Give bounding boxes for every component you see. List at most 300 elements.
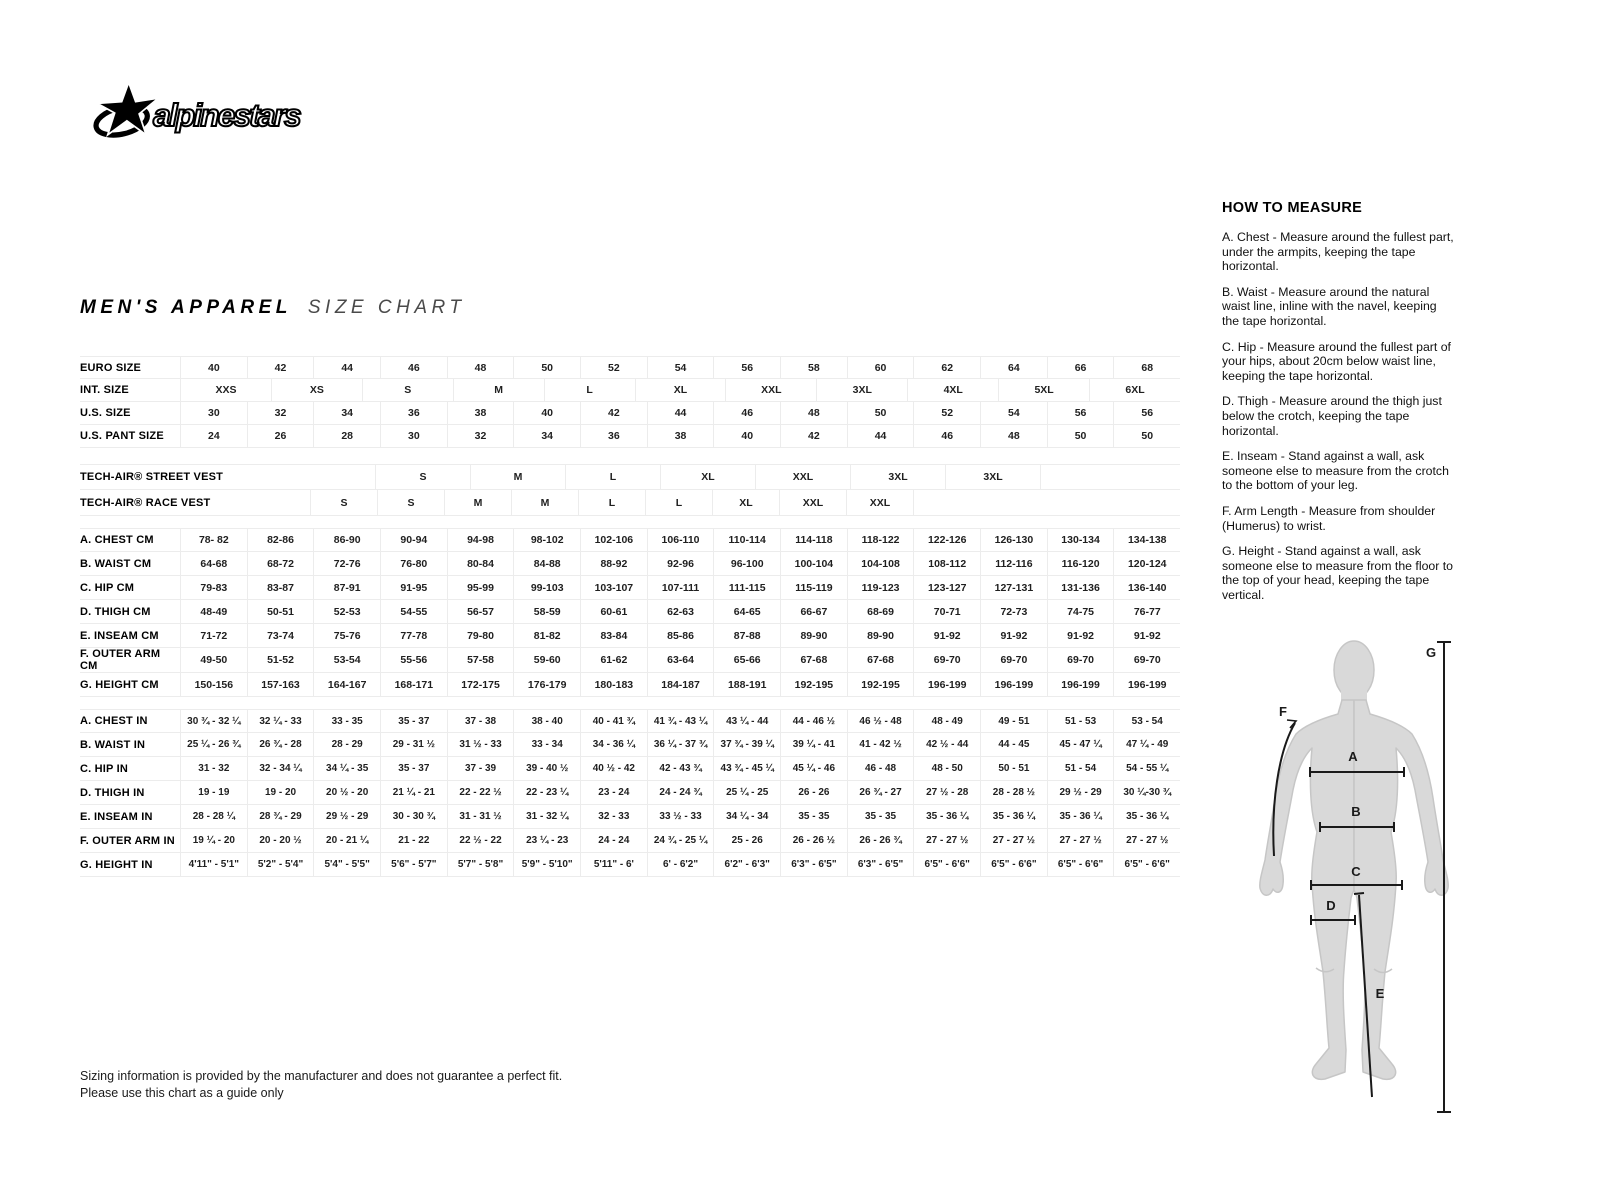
size-cell: 29 ½ - 29 [1047,781,1114,804]
size-cell: 188-191 [713,673,780,696]
size-cell: M [453,379,544,401]
size-cell: 64-65 [713,600,780,623]
size-cell: 35 - 35 [847,805,914,828]
size-cell: 79-83 [180,576,247,599]
size-cell: 30 [380,425,447,447]
body-silhouette [1260,641,1448,1079]
size-cell: S [377,490,444,515]
size-cell: 35 - 36 ¼ [913,805,980,828]
size-cell: 114-118 [780,529,847,551]
size-cell: 56-57 [447,600,514,623]
tech-air-group [80,464,1180,516]
measure-item-hip: C. Hip - Measure around the fullest part of your hips, about 20cm below waist line, keeping the tape horizontal. [1222,339,1451,383]
size-cell: 74-75 [1047,600,1114,623]
size-cell: 110-114 [713,529,780,551]
size-cell: 52 [580,357,647,378]
size-cell: 22 ½ - 22 [447,829,514,852]
size-cell: 35 - 36 ¼ [980,805,1047,828]
size-cell: 119-123 [847,576,914,599]
size-cell: 55-56 [380,648,447,672]
size-cell: 59-60 [513,648,580,672]
size-cell: 6'2" - 6'3" [713,853,780,876]
measure-item-inseam: E. Inseam - Stand against a wall, ask someone else to measure from the crotch to the bottom of your leg. [1222,449,1449,493]
size-cell: 56 [1113,402,1180,424]
size-cell: 180-183 [580,673,647,696]
size-cell: 53-54 [313,648,380,672]
size-cell: 136-140 [1113,576,1180,599]
size-cell: 36 [380,402,447,424]
size-cell: 64-68 [180,552,247,575]
size-cell: 75-76 [313,624,380,647]
size-cell: 46 [913,425,980,447]
row-label: A. CHEST CM [80,534,154,546]
table-row [80,600,1180,624]
size-cell: 40 [713,425,780,447]
size-cell: 68 [1113,357,1180,378]
size-cell: 91-92 [913,624,980,647]
row-label: INT. SIZE [80,384,129,396]
size-cell: 33 - 35 [313,710,380,732]
size-cell: 111-115 [713,576,780,599]
size-cell: 19 - 19 [180,781,247,804]
size-cell: 32 - 34 ¼ [247,757,314,780]
size-cell: 50 [513,357,580,378]
size-cell: 77-78 [380,624,447,647]
size-cell: 34 [313,402,380,424]
size-cell: 196-199 [1047,673,1114,696]
size-cell: 115-119 [780,576,847,599]
row-label: TECH-AIR® RACE VEST [80,496,211,509]
size-cell: 196-199 [1113,673,1180,696]
size-cell: 31 - 32 [180,757,247,780]
size-cell: 30 - 30 ¾ [380,805,447,828]
row-label: F. OUTER ARM IN [80,834,175,847]
size-cell: 60-61 [580,600,647,623]
size-cell: 57-58 [447,648,514,672]
size-cell: 27 - 27 ½ [1113,829,1180,852]
size-cell: 83-87 [247,576,314,599]
size-cell: 31 - 31 ½ [447,805,514,828]
size-cell: 5'2" - 5'4" [247,853,314,876]
size-cell: 46 [380,357,447,378]
alpinestars-star-icon [93,82,158,139]
size-cell: 92-96 [647,552,714,575]
size-cell: 50 - 51 [980,757,1047,780]
how-to-measure-section [1222,200,1454,613]
size-cell: XS [271,379,362,401]
size-cell: 72-73 [980,600,1047,623]
size-cell: 23 - 24 [580,781,647,804]
size-cell: 23 ¼ - 23 [513,829,580,852]
table-row [80,402,1180,425]
size-cell: 84-88 [513,552,580,575]
size-cell: 58 [780,357,847,378]
size-cell: 79-80 [447,624,514,647]
size-cell: 35 - 36 ¼ [1113,805,1180,828]
size-cell: 69-70 [913,648,980,672]
size-cell: 67-68 [847,648,914,672]
size-cell: 50 [1113,425,1180,447]
table-row [80,733,1180,757]
label-c: C [1351,864,1361,879]
size-cell: 54 - 55 ¼ [1113,757,1180,780]
size-cell: 48 - 49 [913,710,980,732]
size-cell: L [565,465,660,489]
cm-measurements-group [80,528,1180,697]
size-cell: 52-53 [313,600,380,623]
table-row [80,805,1180,829]
table-row [80,853,1180,877]
row-label: C. HIP IN [80,762,129,775]
table-row [80,356,1180,379]
size-cell: 192-195 [847,673,914,696]
size-cell: 81-82 [513,624,580,647]
size-cell: 34 [513,425,580,447]
size-cell: 24 - 24 [580,829,647,852]
size-cell: 48 [447,357,514,378]
size-cell: 120-124 [1113,552,1180,575]
empty-cell [1040,465,1180,489]
size-cell: 6' - 6'2" [647,853,714,876]
row-label: E. INSEAM CM [80,629,159,642]
size-cell: M [511,490,578,515]
size-cell: 42 [780,425,847,447]
label-e: E [1375,986,1385,1001]
size-cell: 54 [980,402,1047,424]
row-label: D. THIGH IN [80,786,145,799]
size-cell: 42 - 43 ¾ [647,757,714,780]
size-cell: XL [660,465,755,489]
size-cell: 49 - 51 [980,710,1047,732]
size-cell: 65-66 [713,648,780,672]
table-row [80,781,1180,805]
size-cell: 6XL [1089,379,1180,401]
size-cell: 168-171 [380,673,447,696]
size-cell: 29 - 31 ½ [380,733,447,756]
size-cell: 3XL [816,379,907,401]
table-row [80,552,1180,576]
table-row [80,464,1180,490]
size-cell: 54-55 [380,600,447,623]
size-cell: 87-88 [713,624,780,647]
size-cell: 67-68 [780,648,847,672]
size-cell: 44 [647,402,714,424]
table-row [80,648,1180,673]
size-cell: 122-126 [913,529,980,551]
size-cell: 58-59 [513,600,580,623]
size-cell: 32 ¼ - 33 [247,710,314,732]
size-cell: 98-102 [513,529,580,551]
row-label: F. OUTER ARM CM [80,648,161,672]
size-cell: 91-92 [980,624,1047,647]
size-cell: 22 - 22 ½ [447,781,514,804]
size-cell: 30 ¾ - 32 ¼ [180,710,247,732]
alpinestars-wordmark: alpinestars [153,98,300,134]
size-cell: 49-50 [180,648,247,672]
size-cell: 76-77 [1113,600,1180,623]
size-cell: 33 ½ - 33 [647,805,714,828]
size-cell: 106-110 [647,529,714,551]
page-title-main: MEN'S APPAREL [80,297,292,318]
size-cell: 62 [913,357,980,378]
sizes-group [80,356,1180,448]
size-cell: 32 [447,425,514,447]
size-cell: 6'5" - 6'6" [980,853,1047,876]
size-cell: 130-134 [1047,529,1114,551]
size-cell: 89-90 [847,624,914,647]
size-cell: 27 ½ - 28 [913,781,980,804]
size-cell: 27 - 27 ½ [980,829,1047,852]
size-cell: 40 [180,357,247,378]
size-cell: 50-51 [247,600,314,623]
size-cell: 26 ¾ - 27 [847,781,914,804]
size-cell: 71-72 [180,624,247,647]
row-label: G. HEIGHT CM [80,678,159,691]
size-cell: 91-92 [1113,624,1180,647]
size-cell: 51 - 53 [1047,710,1114,732]
size-cell: 20 - 20 ½ [247,829,314,852]
size-cell: 42 [580,402,647,424]
row-label: B. WAIST CM [80,557,152,570]
size-cell: XXS [180,379,271,401]
size-cell: 38 [447,402,514,424]
size-cell: L [544,379,635,401]
size-cell: 6'3" - 6'5" [847,853,914,876]
size-cell: 82-86 [247,529,314,551]
table-row [80,379,1180,402]
size-cell: 76-80 [380,552,447,575]
size-cell: 72-76 [313,552,380,575]
size-cell: 34 ¼ - 34 [713,805,780,828]
size-cell: XXL [779,490,846,515]
size-cell: 5'9" - 5'10" [513,853,580,876]
size-cell: 66 [1047,357,1114,378]
size-cell: 26 - 26 ½ [780,829,847,852]
size-cell: 26 ¾ - 28 [247,733,314,756]
size-cell: 4XL [907,379,998,401]
size-cell: 40 ½ - 42 [580,757,647,780]
size-cell: 64 [980,357,1047,378]
size-cell: 35 - 37 [380,710,447,732]
size-cell: 36 ¼ - 37 ¾ [647,733,714,756]
size-cell: 35 - 37 [380,757,447,780]
size-cell: 134-138 [1113,529,1180,551]
row-label: U.S. PANT SIZE [80,430,164,442]
size-cell: 31 ½ - 33 [447,733,514,756]
alpinestars-logo [85,78,347,148]
size-cell: 108-112 [913,552,980,575]
table-row [80,490,1180,516]
page-title [80,297,465,319]
size-cell: 150-156 [180,673,247,696]
size-cell: 80-84 [447,552,514,575]
size-cell: 6'5" - 6'6" [913,853,980,876]
measure-item-height: G. Height - Stand against a wall, ask someone else to measure from the floor to the top of your head, keeping the tape vertical. [1222,544,1454,602]
size-cell: 46 ½ - 48 [847,710,914,732]
size-cell: 6'5" - 6'6" [1113,853,1180,876]
row-label: B. WAIST IN [80,738,146,751]
size-cell: M [444,490,511,515]
size-cell: 40 [513,402,580,424]
label-a: A [1348,749,1358,764]
table-row [80,757,1180,781]
size-cell: 44 [847,425,914,447]
size-cell: XXL [755,465,850,489]
size-cell: 48 [980,425,1047,447]
size-cell: 34 - 36 ¼ [580,733,647,756]
size-cell: 3XL [850,465,945,489]
size-cell: 94-98 [447,529,514,551]
size-cell: 25 ¼ - 26 ¾ [180,733,247,756]
footer-line-1: Sizing information is provided by the manufacturer and does not guarantee a perfect fit. [80,1069,563,1083]
size-cell: 24 ¾ - 25 ¼ [647,829,714,852]
size-cell: 30 ¼-30 ¾ [1113,781,1180,804]
size-chart-table [80,356,1180,877]
size-cell: 3XL [945,465,1040,489]
size-cell: 56 [1047,402,1114,424]
size-cell: 123-127 [913,576,980,599]
size-cell: 21 ¼ - 21 [380,781,447,804]
size-cell: 32 - 33 [580,805,647,828]
size-cell: 196-199 [913,673,980,696]
size-cell: 35 - 35 [780,805,847,828]
size-cell: 68-69 [847,600,914,623]
size-cell: 176-179 [513,673,580,696]
size-cell: 60 [847,357,914,378]
size-cell: 70-71 [913,600,980,623]
size-cell: 103-107 [580,576,647,599]
table-row [80,709,1180,733]
size-cell: 37 - 38 [447,710,514,732]
size-cell: 86-90 [313,529,380,551]
label-d: D [1326,898,1336,913]
size-cell: 6'3" - 6'5" [780,853,847,876]
size-cell: 43 ¾ - 45 ¼ [713,757,780,780]
size-cell: 116-120 [1047,552,1114,575]
size-cell: 41 ¾ - 43 ¼ [647,710,714,732]
size-cell: 19 - 20 [247,781,314,804]
table-row [80,576,1180,600]
size-cell: 131-136 [1047,576,1114,599]
size-cell: 35 - 36 ¼ [1047,805,1114,828]
measure-item-arm: F. Arm Length - Measure from shoulder (Humerus) to wrist. [1222,503,1436,533]
size-cell: 50 [1047,425,1114,447]
size-cell: 39 - 40 ½ [513,757,580,780]
label-f: F [1279,704,1287,719]
size-cell: 22 - 23 ¼ [513,781,580,804]
size-cell: 28 - 28 ½ [980,781,1047,804]
size-cell: 39 ¼ - 41 [780,733,847,756]
size-cell: 172-175 [447,673,514,696]
size-cell: 54 [647,357,714,378]
size-cell: 99-103 [513,576,580,599]
size-cell: 40 - 41 ¾ [580,710,647,732]
size-cell: 42 ½ - 44 [913,733,980,756]
size-cell: M [470,465,565,489]
page-title-sub: SIZE CHART [307,297,466,318]
label-b: B [1351,804,1361,819]
size-cell: 107-111 [647,576,714,599]
size-cell: 24 [180,425,247,447]
size-cell: 33 - 34 [513,733,580,756]
size-cell: 184-187 [647,673,714,696]
size-cell: 157-163 [247,673,314,696]
size-cell: S [310,490,377,515]
footer-line-2: Please use this chart as a guide only [80,1086,284,1100]
size-cell: 32 [247,402,314,424]
size-cell: 91-92 [1047,624,1114,647]
size-cell: 69-70 [1113,648,1180,672]
size-cell: 36 [580,425,647,447]
row-label: G. HEIGHT IN [80,858,153,871]
size-cell: 20 - 21 ¼ [313,829,380,852]
size-cell: 28 [313,425,380,447]
size-cell: 5'11" - 6' [580,853,647,876]
size-cell: 30 [180,402,247,424]
size-cell: 52 [913,402,980,424]
size-cell: 127-131 [980,576,1047,599]
row-label: U.S. SIZE [80,407,131,419]
size-cell: 24 - 24 ¾ [647,781,714,804]
size-cell: 90-94 [380,529,447,551]
size-cell: 164-167 [313,673,380,696]
size-cell: 62-63 [647,600,714,623]
size-cell: 42 [247,357,314,378]
measure-item-waist: B. Waist - Measure around the natural waist line, inline with the navel, keeping the tape horizontal. [1222,284,1437,328]
size-cell: 66-67 [780,600,847,623]
size-cell: 68-72 [247,552,314,575]
size-cell: 25 ¼ - 25 [713,781,780,804]
size-cell: 56 [713,357,780,378]
size-cell: 44 [313,357,380,378]
table-row [80,673,1180,697]
size-cell: 6'5" - 6'6" [1047,853,1114,876]
size-cell: 48 - 50 [913,757,980,780]
size-cell: 5'7" - 5'8" [447,853,514,876]
size-cell: 19 ¼ - 20 [180,829,247,852]
size-cell: 63-64 [647,648,714,672]
size-cell: XL [635,379,726,401]
label-g: G [1425,645,1437,660]
size-cell: 104-108 [847,552,914,575]
size-cell: 73-74 [247,624,314,647]
row-label: A. CHEST IN [80,715,148,727]
table-row [80,624,1180,648]
measure-item-chest: A. Chest - Measure around the fullest part, under the armpits, keeping the tape horizontal. [1222,230,1454,274]
size-cell: L [578,490,645,515]
size-cell: 51-52 [247,648,314,672]
size-cell: 37 ¾ - 39 ¼ [713,733,780,756]
size-cell: 102-106 [580,529,647,551]
size-cell: 38 [647,425,714,447]
size-cell: 34 ¼ - 35 [313,757,380,780]
size-cell: 26 - 26 [780,781,847,804]
size-cell: 45 ¼ - 46 [780,757,847,780]
table-row [80,425,1180,448]
footer-note [80,1068,562,1102]
size-cell: 28 ¾ - 29 [247,805,314,828]
row-label: D. THIGH CM [80,605,151,618]
size-cell: XL [712,490,779,515]
size-cell: 85-86 [647,624,714,647]
size-cell: XXL [725,379,816,401]
size-cell: 44 - 45 [980,733,1047,756]
size-cell: 46 - 48 [847,757,914,780]
size-cell: 26 - 26 ¾ [847,829,914,852]
size-cell: 87-91 [313,576,380,599]
size-cell: 27 - 27 ½ [913,829,980,852]
size-cell: 46 [713,402,780,424]
